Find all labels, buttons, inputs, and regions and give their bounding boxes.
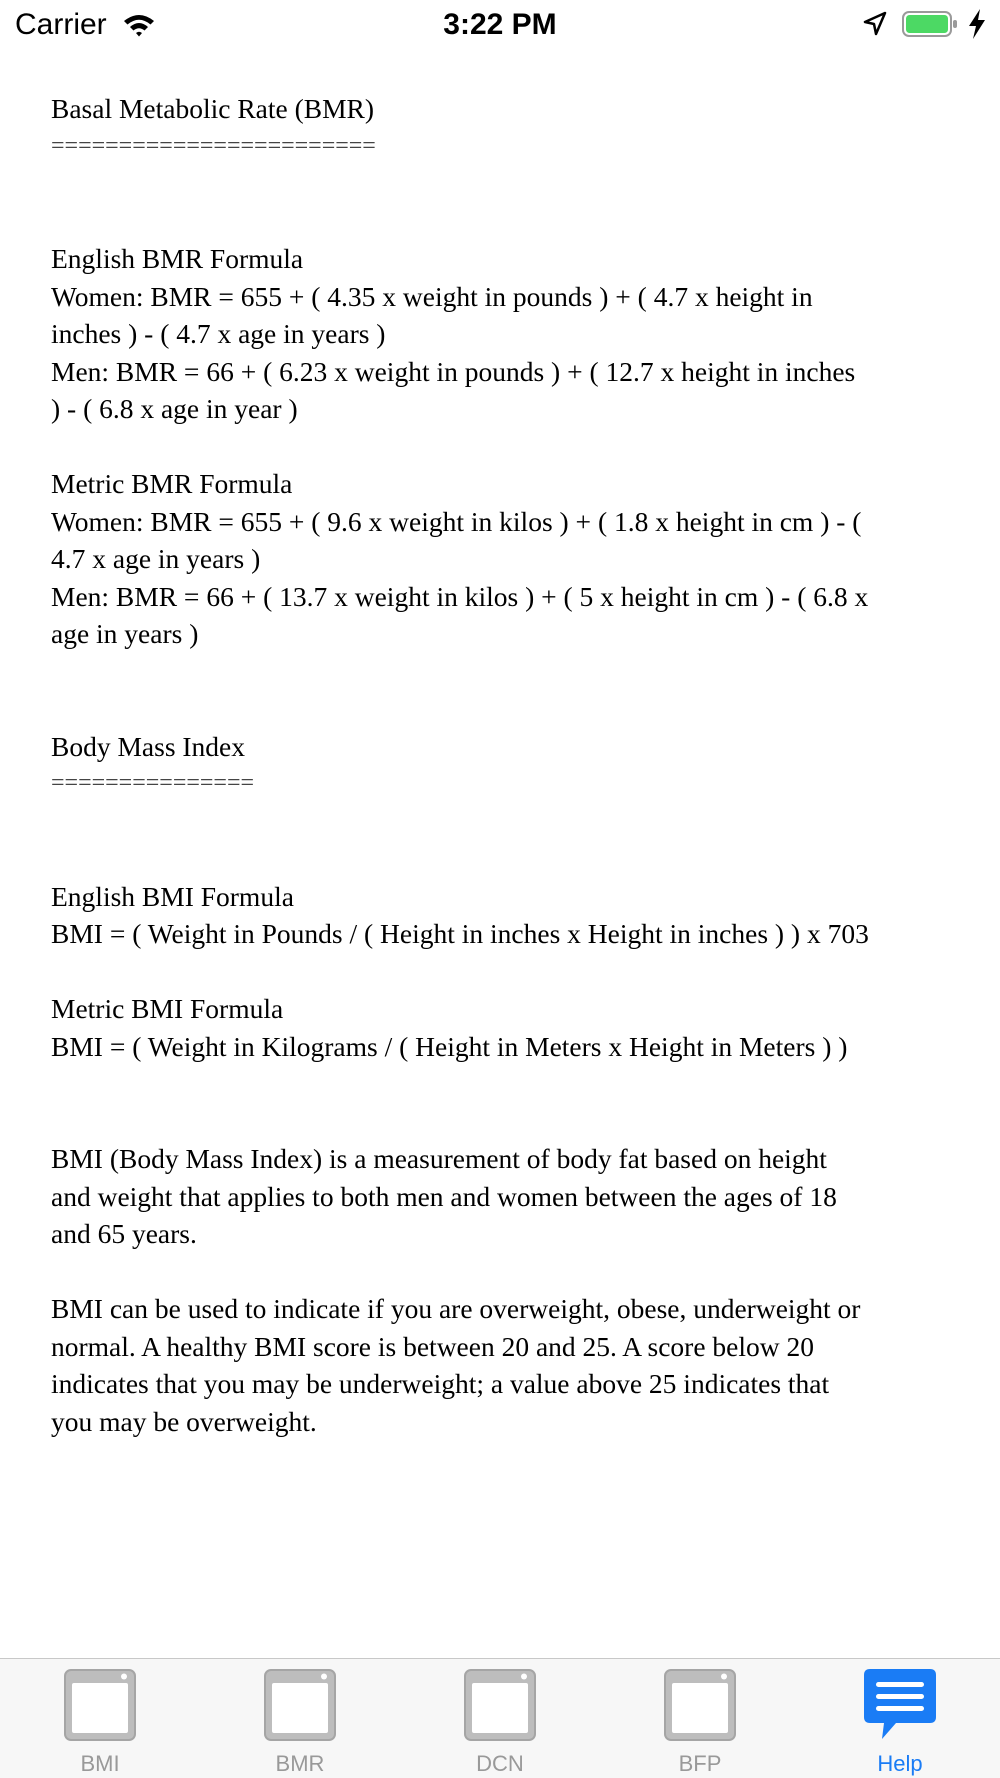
metric-bmr-title: Metric BMR Formula <box>51 468 293 499</box>
english-bmi-formula: BMI = ( Weight in Pounds / ( Height in inches x Height in inches ) ) x 703 <box>51 918 869 949</box>
metric-bmr-men: Men: BMR = 66 + ( 13.7 x weight in kilos ) + ( 5 x height in cm ) - ( 6.8 x age in years ) <box>51 580 876 649</box>
tab-label-help: Help <box>877 1751 923 1776</box>
bmi-heading: Body Mass Index <box>51 730 246 762</box>
carrier-label: Carrier <box>15 8 107 41</box>
status-bar <box>0 0 1000 50</box>
tab-help[interactable] <box>800 1659 1000 1778</box>
english-bmi-title: English BMI Formula <box>51 880 294 912</box>
window-icon <box>462 1667 538 1743</box>
window-icon <box>262 1667 338 1743</box>
battery-icon <box>902 10 958 38</box>
bmr-heading-rule: ======================== <box>51 132 376 159</box>
bmr-heading: Basal Metabolic Rate (BMR) <box>51 93 375 124</box>
tab-bmi[interactable] <box>0 1659 200 1778</box>
help-content <box>51 90 876 1440</box>
english-bmr-title: English BMR Formula <box>51 243 304 274</box>
metric-bmi-formula: BMI = ( Weight in Kilograms / ( Height in Meters x Height in Meters ) ) <box>51 1030 848 1062</box>
charging-bolt-icon <box>965 8 989 40</box>
tab-label-bmr: BMR <box>275 1751 325 1776</box>
english-bmr-women: Women: BMR = 655 + ( 4.35 x weight in pounds ) + ( 4.7 x height in inches ) - ( 4.7 x age in years ) <box>51 280 820 349</box>
english-bmr-men: Men: BMR = 66 + ( 6.23 x weight in pounds ) + ( 12.7 x height in inches ) - ( 6.8 x age in year ) <box>51 355 863 424</box>
location-arrow-icon <box>862 10 888 38</box>
status-time: 3:22 PM <box>443 8 557 41</box>
bmi-heading-rule: =============== <box>51 770 255 796</box>
tab-label-dcn: DCN <box>476 1751 524 1776</box>
tab-label-bmi: BMI <box>80 1751 120 1776</box>
bmi-description-2: BMI can be used to indicate if you are overweight, obese, underweight or normal. A healthy BMI score is between 20 and 25. A score below 20 indicates that you may be underweight; a value above 25 indicates that you may be overweight. <box>51 1293 868 1437</box>
window-icon <box>662 1667 738 1743</box>
metric-bmi-title: Metric BMI Formula <box>51 993 284 1024</box>
metric-bmr-women: Women: BMR = 655 + ( 9.6 x weight in kilos ) + ( 1.8 x height in cm ) - ( 4.7 x age in years ) <box>51 505 869 574</box>
chat-bubble-icon <box>862 1667 938 1743</box>
tab-bfp[interactable] <box>600 1659 800 1778</box>
window-icon <box>62 1667 138 1743</box>
tab-bar <box>0 1658 1000 1778</box>
tab-dcn[interactable] <box>400 1659 600 1778</box>
bmi-description-1: BMI (Body Mass Index) is a measurement of body fat based on height and weight that applies to both men and women between the ages of 18 and 65 years. <box>51 1143 844 1249</box>
tab-bmr[interactable] <box>200 1659 400 1778</box>
tab-label-bfp: BFP <box>678 1751 722 1776</box>
